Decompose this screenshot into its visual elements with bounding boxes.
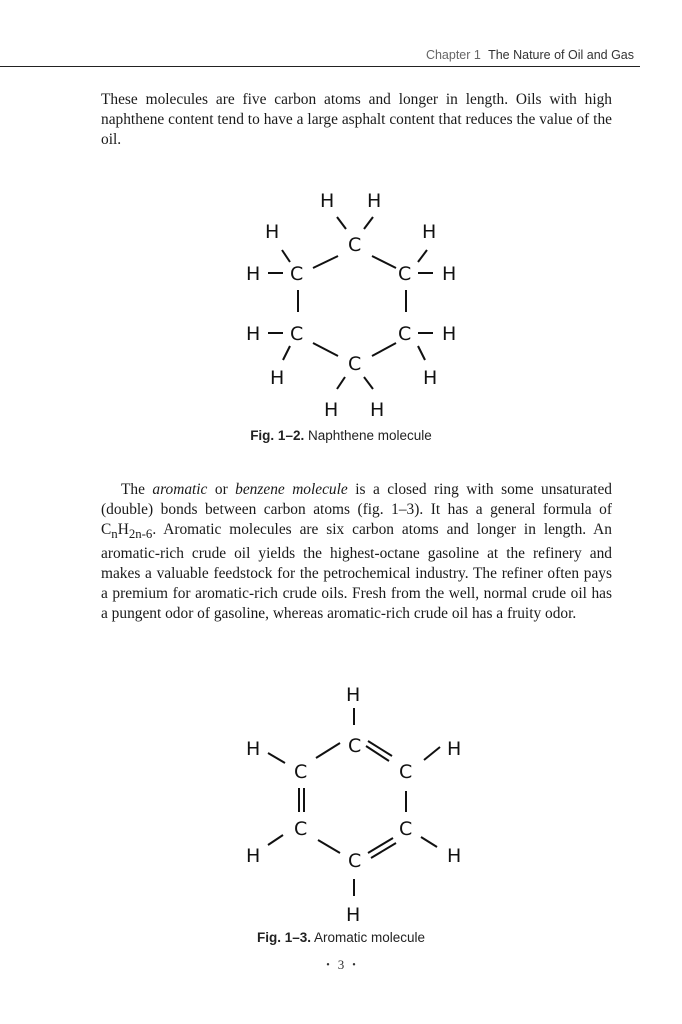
atom-h-right-lower: H	[442, 323, 457, 345]
bond-line	[371, 843, 396, 858]
bond-line	[364, 377, 373, 389]
figure-caption-naphthene	[0, 428, 682, 443]
italic-term-aromatic: aromatic	[152, 481, 208, 498]
atom-c-upper-right: C	[398, 263, 412, 285]
atom-c-top: C	[348, 234, 362, 256]
text-run: The	[121, 481, 153, 498]
page-number: 3	[337, 957, 345, 972]
footer-bullet-left: •	[326, 960, 330, 971]
bond-line	[337, 217, 346, 229]
atom-h-lower-right: H	[423, 367, 438, 389]
chapter-label: Chapter 1	[425, 48, 481, 62]
atom-h-right-upper: H	[442, 263, 457, 285]
atom-c-bottom: C	[348, 353, 362, 375]
bond-line	[268, 753, 285, 763]
atom-h-left-upper: H	[246, 263, 261, 285]
atom-c-top: C	[348, 735, 362, 757]
bond-line	[313, 343, 338, 356]
text-run: is a closed ring with some unsaturated (double) bonds between carbon atoms (fig. 1–3). It has a general formula of C	[101, 481, 612, 538]
bond-line	[372, 343, 396, 356]
running-head	[426, 48, 634, 62]
atom-c-lower-right: C	[398, 323, 412, 345]
page-footer	[0, 957, 682, 973]
italic-term-benzene: benzene molecule	[235, 481, 348, 498]
atom-h-lower-left: H	[270, 367, 285, 389]
naphthene-molecule-figure	[0, 180, 682, 425]
atom-h-bottom-right: H	[370, 399, 385, 421]
bond-line	[318, 840, 340, 853]
atom-h-lower-right: H	[447, 845, 462, 867]
atom-h-upper-left: H	[265, 221, 280, 243]
atom-h-upper-left: H	[246, 738, 261, 760]
bond-line	[283, 346, 290, 360]
atom-h-top-left: H	[320, 190, 335, 212]
atom-h-bottom: H	[346, 904, 361, 925]
bond-line	[313, 256, 338, 268]
atom-h-bottom-left: H	[324, 399, 339, 421]
formula-subscript: 2n-6	[128, 527, 153, 542]
aromatic-molecule-figure	[0, 675, 682, 925]
figure-caption-text: Aromatic molecule	[310, 930, 426, 945]
atom-h-left-lower: H	[246, 323, 261, 345]
atom-h-upper-right: H	[422, 221, 437, 243]
atom-h-top-right: H	[367, 190, 382, 212]
bond-line	[368, 838, 393, 853]
text-run: or	[207, 481, 236, 498]
atom-c-lower-right: C	[399, 818, 413, 840]
atom-c-bottom: C	[348, 850, 362, 872]
text-run: H	[117, 521, 129, 538]
bond-line	[337, 377, 345, 389]
chapter-title: The Nature of Oil and Gas	[488, 48, 634, 62]
atom-h-lower-left: H	[246, 845, 261, 867]
bond-line	[418, 250, 427, 262]
figure-label: Fig. 1–2.	[250, 428, 305, 443]
atom-c-upper-right: C	[399, 761, 413, 783]
bond-line	[316, 743, 340, 758]
bond-line	[366, 746, 389, 761]
formula-subscript: n	[111, 527, 118, 542]
bond-line	[418, 346, 425, 360]
bond-line	[282, 250, 290, 262]
figure-caption-text: Naphthene molecule	[304, 428, 432, 443]
paragraph-aromatic	[101, 480, 612, 624]
aromatic-molecule-diagram	[0, 675, 682, 925]
figure-caption-aromatic	[0, 930, 682, 945]
atom-h-upper-right: H	[447, 738, 462, 760]
text-run: . Aromatic molecules are six carbon atoms and longer in length. An aromatic-rich crude oil yields the highest-octane gasoline at the refinery and makes a valuable feedstock for the petrochemical industry. The refiner often pays a premium for aromatic-rich crude oils. Fresh from the well, normal crude oil has a pungent odor of gasoline, whereas aromatic-rich crude oil has a fruity odor.	[101, 521, 612, 623]
atom-c-upper-left: C	[290, 263, 304, 285]
atom-h-top: H	[346, 684, 361, 706]
footer-bullet-right: •	[352, 960, 356, 971]
bond-line	[372, 256, 396, 268]
atom-c-upper-left: C	[294, 761, 308, 783]
figure-label: Fig. 1–3.	[256, 930, 311, 945]
atom-c-lower-left: C	[294, 818, 308, 840]
atom-c-lower-left: C	[290, 323, 304, 345]
bond-line	[424, 747, 440, 760]
header-rule	[0, 66, 640, 67]
bond-line	[268, 835, 283, 845]
naphthene-molecule-diagram	[0, 180, 682, 425]
bond-line	[364, 217, 373, 229]
bond-line	[421, 837, 437, 847]
paragraph-naphthene: These molecules are five carbon atoms and longer in length. Oils with high naphthene content tend to have a large asphalt content that reduces the value of the oil.	[101, 91, 612, 148]
